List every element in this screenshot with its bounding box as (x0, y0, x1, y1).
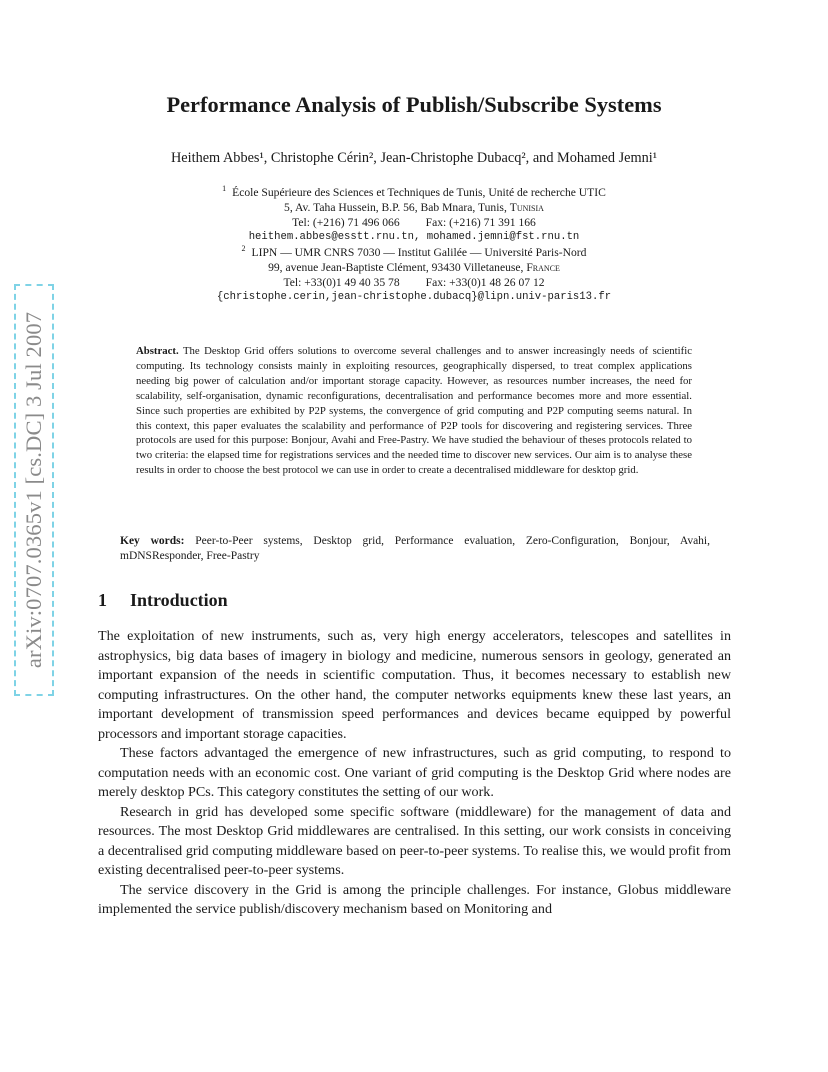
affiliation-1-mark: 1 (222, 184, 227, 193)
affiliation-1-line1: École Supérieure des Sciences et Techniques de Tunis, Unité de recherche UTIC (232, 185, 606, 199)
paragraph: These factors advantaged the emergence of new infrastructures, such as grid computing, to respond to computation needs with an economic cost. One variant of grid computing is the Desktop Grid where nodes are merely desktop PCs. This category constitutes the setting of our work. (98, 745, 731, 800)
section-body (98, 627, 731, 920)
abstract (136, 344, 692, 478)
affiliation-1-email: heithem.abbes@esstt.rnu.tn, mohamed.jemni@fst.rnu.tn (248, 230, 580, 243)
affiliation-2-mark: 2 (241, 244, 246, 253)
keywords-label: Key words: (120, 535, 185, 547)
affiliation-1-tel: Tel: (+216) 71 496 066 (292, 215, 400, 229)
affiliation-1-line2: 5, Av. Taha Hussein, B.P. 56, Bab Mnara, Tunis, (284, 200, 510, 214)
affiliation-2-tel: Tel: +33(0)1 49 40 35 78 (283, 275, 400, 289)
affiliation-2-country: France (526, 260, 560, 274)
affiliation-2-line2: 99, avenue Jean-Baptiste Clément, 93430 Villetaneuse, (268, 260, 527, 274)
author-list: Heithem Abbes¹, Christophe Cérin², Jean-Christophe Dubacq², and Mohamed Jemni¹ (170, 150, 658, 166)
section-heading (98, 590, 228, 611)
paper-title: Performance Analysis of Publish/Subscribe Systems (166, 92, 662, 117)
abstract-text: The Desktop Grid offers solutions to overcome several challenges and to answer increasingly needs of scientific computing. Its technology consists mainly in exploiting resources, geographically dispersed, to treat complex applications needing big power of calculation and/or important storage capacity. However, as resources number increases, the need for scalability, self-organisation, dynamic reconfigurations, decentralisation and performance becomes more and more essential. Since such properties are exhibited by P2P systems, the convergence of grid computing and P2P computing seems natural. In this context, this paper evaluates the scalability and performance of P2P tools for discovering and registering services. Three protocols are used for this purpose: Bonjour, Avahi and Free-Pastry. We have studied the behaviour of theses protocols related to two criteria: the elapsed time for registrations services and the needed time to discover new services. Our aim is to analyse these results in order to choose the best protocol we can use in order to create a decentralised middleware for desktop grid. (136, 345, 692, 477)
affiliation-2-fax: Fax: +33(0)1 48 26 07 12 (425, 275, 545, 289)
affiliation-1-country: Tunisia (509, 200, 544, 214)
affiliation-2 (0, 241, 828, 305)
affiliation-1-fax: Fax: (+216) 71 391 166 (425, 215, 536, 229)
paragraph: The exploitation of new instruments, such as, very high energy accelerators, telescopes and satellites in astrophysics, big data bases of imagery in biology and medicine, numerous sensors in geology, generated an important expansion of the needs in scientific computation. Thus, it becomes necessary to establish new computing infrastructures. On the other hand, the computer networks equipments knew these last years, an important development of transmission speed performances and devices became equipped by powerful processors and important storage capacities. (98, 628, 731, 742)
keywords-text: Peer-to-Peer systems, Desktop grid, Performance evaluation, Zero-Configuration, Bonjour, Avahi, mDNSResponder, Free-Pastry (120, 535, 711, 563)
keywords (120, 534, 710, 564)
arxiv-stamp (14, 284, 54, 696)
abstract-label: Abstract. (136, 345, 179, 357)
paragraph: The service discovery in the Grid is among the principle challenges. For instance, Globus middleware implemented the service publish/discovery mechanism based on Monitoring and (98, 881, 731, 917)
paragraph: Research in grid has developed some specific software (middleware) for the management of data and resources. The most Desktop Grid middlewares are centralised. In this setting, our work consists in conceiving a decentralised grid computing middleware based on peer-to-peer systems. To realise this, we would profit from existing decentralised peer-to-peer systems. (98, 803, 731, 878)
affiliation-2-line1: LIPN — UMR CNRS 7030 — Institut Galilée — Université Paris-Nord (251, 245, 587, 259)
arxiv-identifier: arXiv:0707.0365v1 [cs.DC] 3 Jul 2007 (21, 311, 46, 669)
affiliation-2-email: {christophe.cerin,jean-christophe.dubacq}@lipn.univ-paris13.fr (216, 290, 612, 303)
section-title: Introduction (130, 590, 228, 610)
affiliation-1 (0, 181, 828, 245)
section-number: 1 (98, 590, 107, 610)
